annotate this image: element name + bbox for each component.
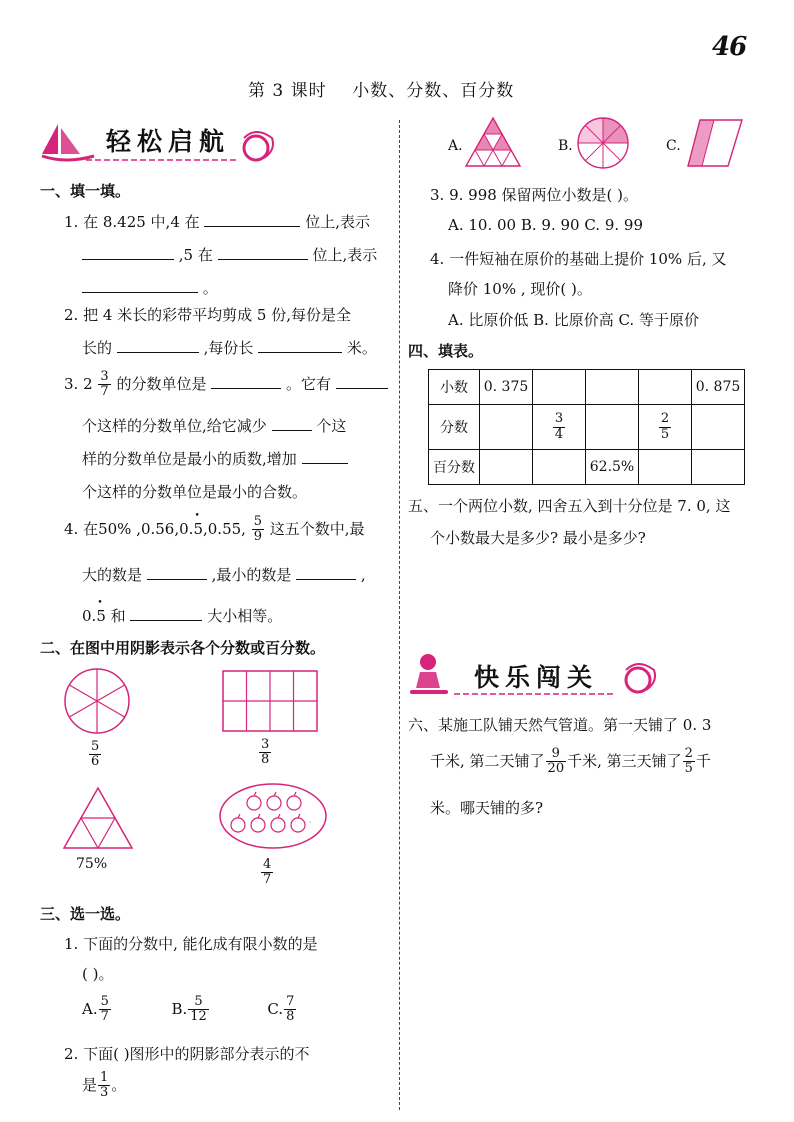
text: 这五个数中,最 [269, 519, 365, 538]
q6-line3: 米。哪天铺的多? [430, 799, 544, 817]
text: ,最小的数是 [211, 566, 292, 584]
q3-heading: 三、选一选。 [40, 905, 131, 923]
apples-label: $\frac{4}{7}$ [263, 857, 272, 888]
blank[interactable] [117, 337, 199, 353]
text: 的分数单位是 [116, 374, 207, 393]
q1-item1-line1 [64, 211, 370, 232]
text: 1. 在 8.425 中,4 在 [64, 213, 200, 231]
fraction: $\frac{1}{3}$ [100, 1070, 109, 1101]
q6-line2: 千米, 第二天铺了 $\frac{9}{20}$ 千米, 第三天铺了 $\frac{2}{5}$ 千 [430, 746, 711, 777]
fraction: $\frac{3}{7}$ [100, 369, 109, 400]
q5-line1: 五、一个两位小数, 四舍五入到十分位是 7. 0, 这 [408, 497, 731, 515]
table-cell[interactable] [692, 450, 745, 485]
blank[interactable] [272, 415, 312, 431]
table-row [429, 405, 745, 450]
text: 样的分数单位是最小的质数,增加 [82, 450, 297, 468]
blank[interactable] [130, 605, 202, 621]
q3-item4-line2: 降价 10% , 现价( )。 [448, 280, 592, 298]
table-cell[interactable] [533, 370, 586, 405]
banner-start-title: 轻松启航 [106, 127, 231, 156]
q1-item1-line3 [82, 277, 218, 298]
table-cell: 0. 375 [480, 370, 533, 405]
text: 个这样的分数单位,给它减少 [82, 417, 267, 435]
triangle-four-parts[interactable] [62, 786, 134, 850]
text: 位上,表示 [305, 213, 370, 231]
lesson-title: 第 3 课时 小数、分数、百分数 [248, 81, 515, 101]
blank[interactable] [218, 244, 308, 260]
table-cell[interactable] [480, 450, 533, 485]
repeating-digit: • 5 [193, 520, 203, 538]
shape-a-triangle[interactable] [464, 116, 522, 168]
text: 大的数是 [82, 566, 143, 584]
q1-item3-line3 [82, 448, 348, 469]
q1-item4-line3 [82, 605, 282, 626]
q3-item4-options[interactable]: A. 比原价低 B. 比原价高 C. 等于原价 [448, 311, 699, 329]
text: 。它有 [286, 374, 332, 393]
table-cell[interactable] [692, 405, 745, 450]
text: ,每份长 [203, 339, 254, 357]
blank[interactable] [82, 277, 198, 293]
table-cell[interactable] [533, 450, 586, 485]
table-row-header: 分数 [429, 405, 480, 450]
table-cell: $\frac{3}{4}$ [533, 405, 586, 450]
option-b[interactable]: B. $\frac{5}{12}$ [171, 994, 207, 1025]
q3-item2-line2: 是 $\frac{1}{3}$ 。 [82, 1070, 127, 1101]
table-row [429, 450, 745, 485]
shape-b-circle[interactable] [576, 116, 630, 170]
q1-item3-line1 [64, 370, 388, 400]
shape-c-label: C. [666, 138, 681, 154]
q1-item4-line1 [64, 515, 365, 545]
q6-line1: 六、某施工队铺天然气管道。第一天铺了 0. 3 [408, 716, 712, 734]
banner-challenge-title: 快乐闯关 [474, 663, 599, 692]
fill-table [428, 369, 745, 485]
text: 长的 [82, 339, 113, 357]
table-cell[interactable] [586, 370, 639, 405]
text: 和 [110, 607, 126, 625]
column-divider [399, 120, 400, 1110]
table-cell[interactable] [586, 405, 639, 450]
q3-item1-line1: 1. 下面的分数中, 能化成有限小数的是 [64, 935, 318, 953]
q5-line2: 个小数最大是多少? 最小是多少? [430, 529, 646, 547]
banner-challenge [406, 650, 666, 700]
q1-item4-line2 [82, 564, 366, 585]
text: 米。 [346, 339, 377, 357]
option-c[interactable]: C. $\frac{7}{8}$ [267, 994, 295, 1025]
text: 4. 在50% ,0.56,0. [64, 519, 194, 538]
blank[interactable] [296, 564, 356, 580]
q1-item2-line1: 2. 把 4 米长的彩带平均剪成 5 份,每份是全 [64, 306, 352, 324]
text: ,5 在 [178, 246, 213, 264]
table-cell: 62.5% [586, 450, 639, 485]
blank[interactable] [302, 448, 348, 464]
q3-item2-line1: 2. 下面( )图形中的阴影部分表示的不 [64, 1045, 310, 1063]
table-cell[interactable] [639, 370, 692, 405]
table-cell[interactable] [480, 405, 533, 450]
rect-eight-parts[interactable] [222, 670, 318, 732]
repeating-digit: • 5 [96, 607, 106, 625]
q3-item4-line1: 4. 一件短袖在原价的基础上提价 10% 后, 又 [430, 250, 727, 268]
blank[interactable] [82, 244, 174, 260]
text: 。 [202, 279, 218, 297]
text: 0. [82, 607, 97, 625]
blank[interactable] [258, 337, 342, 353]
q4-heading: 四、填表。 [408, 342, 484, 360]
blank[interactable] [204, 211, 300, 227]
blank[interactable] [336, 373, 388, 389]
table-row-header: 百分数 [429, 450, 480, 485]
text: 大小相等。 [207, 607, 283, 625]
circle-six-parts[interactable] [62, 666, 132, 736]
q1-item2-line2 [82, 337, 377, 358]
blank[interactable] [211, 373, 281, 389]
shape-a-label: A. [448, 138, 463, 154]
table-row-header: 小数 [429, 370, 480, 405]
banner-start [36, 116, 286, 166]
table-cell[interactable] [639, 450, 692, 485]
shape-b-label: B. [558, 138, 573, 154]
text: 个这 [316, 417, 347, 435]
table-cell: $\frac{2}{5}$ [639, 405, 692, 450]
option-a[interactable]: A. $\frac{5}{7}$ [82, 994, 109, 1025]
table-row [429, 370, 745, 405]
text: ,0.55, [202, 519, 246, 538]
text: 3. 2 [64, 374, 93, 393]
rect-label: $\frac{3}{8}$ [261, 737, 270, 768]
apples-oval[interactable] [218, 782, 328, 850]
text: , [360, 566, 366, 584]
q3-item3-options[interactable]: A. 10. 00 B. 9. 90 C. 9. 99 [448, 216, 643, 234]
circle-label: $\frac{5}{6}$ [91, 739, 100, 770]
fraction: $\frac{5}{9}$ [253, 514, 262, 545]
text: 位上,表示 [312, 246, 378, 264]
page-number: 46 [712, 32, 747, 62]
q3-item1-options [82, 995, 297, 1025]
q1-item3-line4: 个这样的分数单位是最小的合数。 [82, 483, 308, 501]
q2-heading: 二、在图中用阴影表示各个分数或百分数。 [40, 639, 326, 657]
q1-heading: 一、填一填。 [40, 182, 131, 200]
q1-item1-line2 [82, 244, 377, 265]
triangle-label: 75% [76, 856, 108, 872]
q3-item1-line2: ( )。 [82, 965, 114, 983]
q3-item3: 3. 9. 998 保留两位小数是( )。 [430, 186, 639, 204]
blank[interactable] [147, 564, 207, 580]
table-cell: 0. 875 [692, 370, 745, 405]
q1-item3-line2 [82, 415, 346, 436]
shape-c-parallelogram[interactable] [686, 118, 744, 168]
